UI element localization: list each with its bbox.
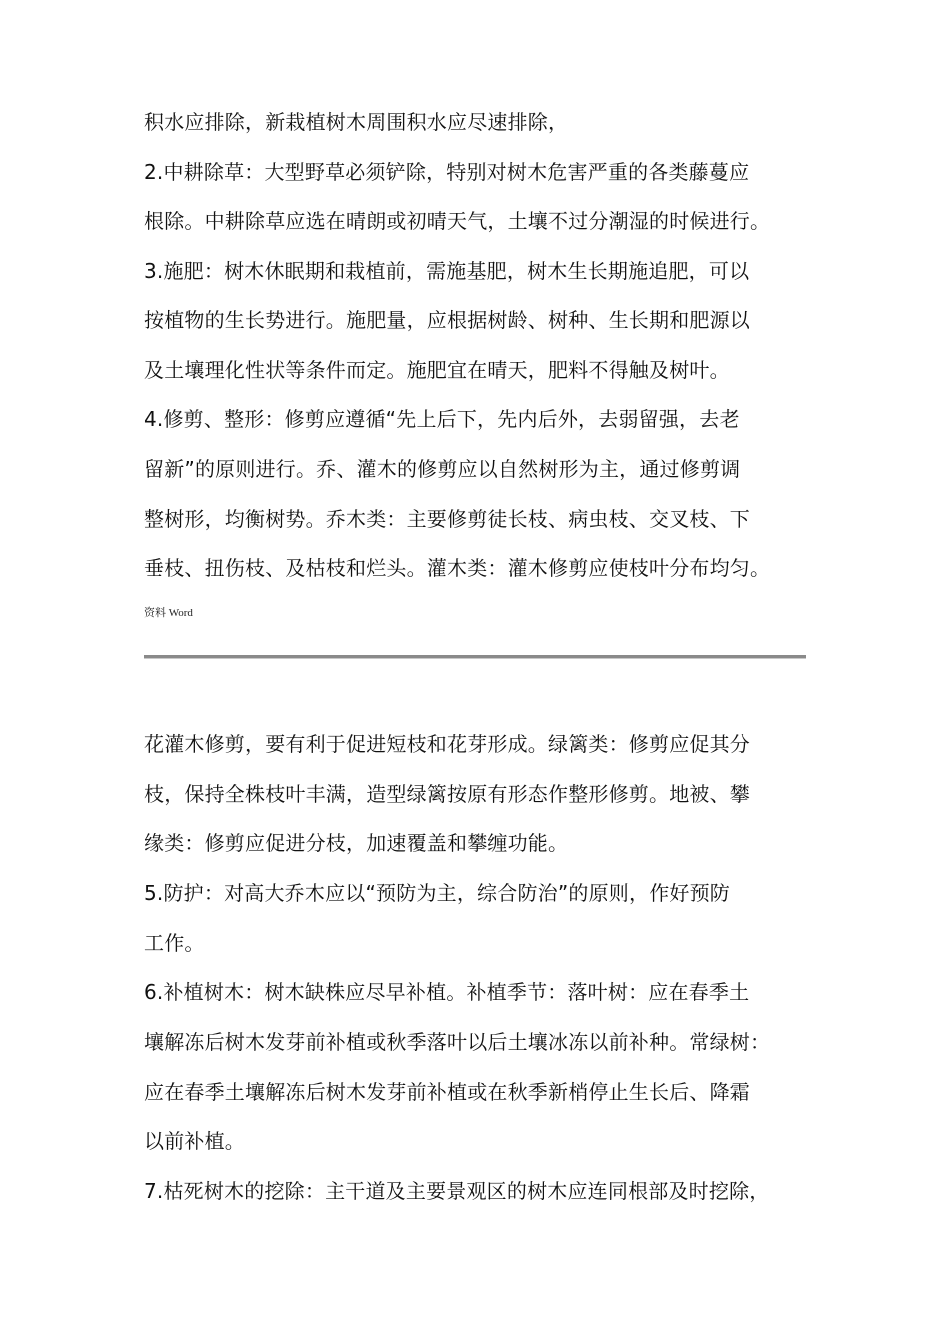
paragraph-line: 垂枝、扭伤枝、及枯枝和烂头。灌木类：灌木修剪应使枝叶分布均匀。 [144, 556, 771, 580]
paragraph-line: 整树形，均衡树势。乔木类：主要修剪徒长枝、病虫枝、交叉枝、下 [144, 507, 750, 531]
paragraph-line: 花灌木修剪，要有利于促进短枝和花芽形成。绿篱类：修剪应促其分 [144, 732, 750, 756]
paragraph-line: 3.施肥：树木休眠期和栽植前，需施基肥，树木生长期施追肥，可以 [144, 259, 750, 283]
paragraph-line: 应在春季土壤解冻后树木发芽前补植或在秋季新梢停止生长后、降霜 [144, 1080, 750, 1104]
paragraph-line: 4.修剪、整形：修剪应遵循“先上后下，先内后外，去弱留强，去老 [144, 407, 740, 431]
paragraph-line: 壤解冻后树木发芽前补植或秋季落叶以后土壤冰冻以前补种。常绿树： [144, 1030, 771, 1054]
paragraph-line: 以前补植。 [144, 1129, 245, 1153]
paragraph-line: 及土壤理化性状等条件而定。施肥宜在晴天，肥料不得触及树叶。 [144, 358, 730, 382]
paragraph-line: 积水应排除，新栽植树木周围积水应尽速排除， [144, 110, 569, 134]
page-footer: 资料 Word [144, 607, 193, 619]
paragraph-line: 工作。 [144, 931, 205, 955]
paragraph-line: 5.防护：对高大乔木应以“预防为主，综合防治”的原则，作好预防 [144, 881, 731, 905]
paragraph-line: 2.中耕除草：大型野草必须铲除，特别对树木危害严重的各类藤蔓应 [144, 160, 750, 184]
paragraph-line: 枝，保持全株枝叶丰满，造型绿篱按原有形态作整形修剪。地被、攀 [144, 782, 750, 806]
paragraph-line: 留新”的原则进行。乔、灌木的修剪应以自然树形为主，通过修剪调 [144, 457, 741, 481]
page-divider [144, 655, 806, 659]
paragraph-line: 7.枯死树木的挖除：主干道及主要景观区的树木应连同根部及时挖除， [144, 1179, 770, 1203]
paragraph-line: 6.补植树木：树木缺株应尽早补植。补植季节：落叶树：应在春季土 [144, 980, 750, 1004]
paragraph-line: 缘类：修剪应促进分枝，加速覆盖和攀缠功能。 [144, 831, 569, 855]
paragraph-line: 按植物的生长势进行。施肥量，应根据树龄、树种、生长期和肥源以 [144, 308, 750, 332]
paragraph-line: 根除。中耕除草应选在晴朗或初晴天气，土壤不过分潮湿的时候进行。 [144, 209, 771, 233]
